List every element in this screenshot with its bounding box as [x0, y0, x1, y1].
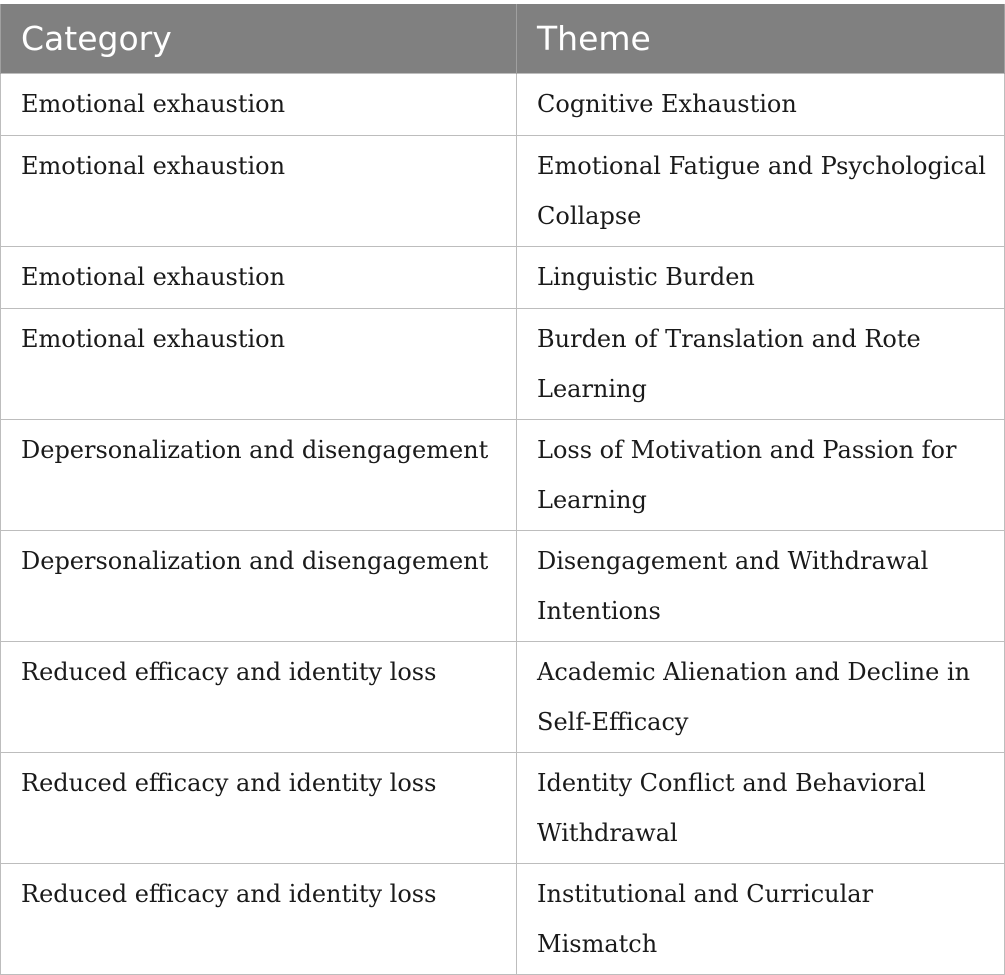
category-cell: Emotional exhaustion — [1, 308, 517, 419]
category-cell: Depersonalization and disengagement — [1, 419, 517, 530]
header-category: Category — [1, 4, 517, 73]
category-cell: Emotional exhaustion — [1, 246, 517, 308]
category-cell: Reduced efficacy and identity loss — [1, 752, 517, 863]
theme-cell: Identity Conflict and Behavioral Withdrawal — [517, 752, 1005, 863]
theme-cell: Linguistic Burden — [517, 246, 1005, 308]
table-row — [1, 73, 1005, 135]
table-row — [1, 863, 1005, 974]
category-cell: Reduced efficacy and identity loss — [1, 863, 517, 974]
table-row — [1, 530, 1005, 641]
theme-cell: Loss of Motivation and Passion for Learning — [517, 419, 1005, 530]
header-theme: Theme — [517, 4, 1005, 73]
category-cell: Emotional exhaustion — [1, 73, 517, 135]
theme-cell: Disengagement and Withdrawal Intentions — [517, 530, 1005, 641]
theme-cell: Emotional Fatigue and Psychological Collapse — [517, 135, 1005, 246]
theme-cell: Academic Alienation and Decline in Self-Efficacy — [517, 641, 1005, 752]
table-header-row — [1, 4, 1005, 73]
theme-cell: Institutional and Curricular Mismatch — [517, 863, 1005, 974]
table-row — [1, 641, 1005, 752]
themes-table-container — [0, 4, 1005, 975]
table-row — [1, 308, 1005, 419]
category-cell: Reduced efficacy and identity loss — [1, 641, 517, 752]
table-row — [1, 419, 1005, 530]
themes-table — [0, 4, 1005, 975]
theme-cell: Cognitive Exhaustion — [517, 73, 1005, 135]
table-row — [1, 135, 1005, 246]
table-row — [1, 246, 1005, 308]
category-cell: Depersonalization and disengagement — [1, 530, 517, 641]
table-row — [1, 752, 1005, 863]
category-cell: Emotional exhaustion — [1, 135, 517, 246]
theme-cell: Burden of Translation and Rote Learning — [517, 308, 1005, 419]
